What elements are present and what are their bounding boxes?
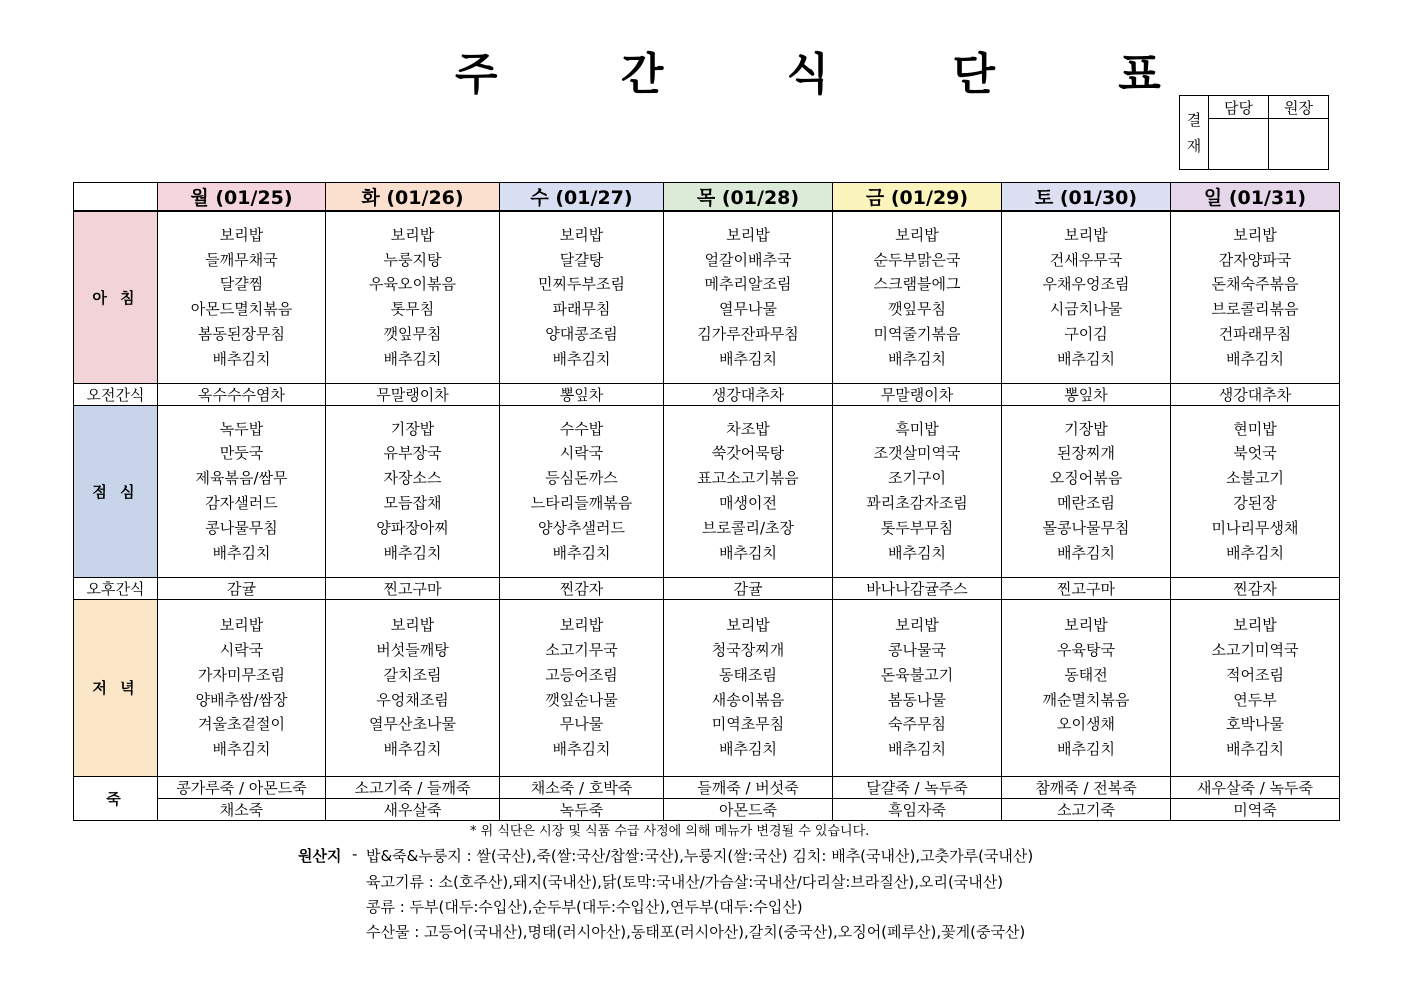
porridge-row-2 [74,798,1340,820]
lunch-menu-cell [158,405,326,577]
menu-item: 양상추샐러드 [538,518,625,537]
menu-item: 배추김치 [1226,349,1284,368]
menu-item: 호박나물 [1226,715,1284,734]
lunch-menu-cell [664,405,833,577]
pm-snack-row [74,577,1340,599]
menu-item: 등심돈까스 [545,469,618,488]
menu-item: 보리밥 [559,225,604,244]
approval-director-header: 원장 [1269,96,1329,119]
lunch-menu-cell [833,405,1002,577]
menu-item: 자장소스 [383,469,442,488]
menu-item: 아몬드멸치볶음 [190,300,293,319]
dinner-row [74,599,1340,776]
origin-line-beans: 콩류 : 두부(대두:수입산),순두부(대두:수입산),연두부(대두:수입산) [366,898,803,916]
menu-item: 매생이전 [719,494,777,512]
menu-change-note: * 위 식단은 시장 및 식품 수급 사정에 의해 메뉴가 변경될 수 있습니다. [470,824,870,839]
menu-item: 보리밥 [726,225,770,244]
lunch-menu-cell [1002,405,1171,577]
menu-item: 열무산초나물 [369,715,456,734]
menu-item: 미나리무생채 [1211,518,1299,537]
menu-item: 갈치조림 [383,665,442,684]
menu-item: 배추김치 [719,349,777,368]
porridge-cell: 미역죽 [1171,798,1340,820]
pm-snack-cell: 찐감자 [1171,577,1340,599]
menu-item: 강된장 [1233,494,1277,512]
day-header-tue: 화 (01/26) [326,183,500,212]
dinner-menu-cell [833,599,1002,776]
origin-line-seafood: 수산물 : 고등어(국내산),명태(러시아산),동태포(러시아산),갈치(중국산),오징어(페루산),꽃게(중국산) [366,923,1026,941]
menu-item: 깨순멸치볶음 [1042,690,1130,709]
menu-item: 보리밥 [219,616,264,635]
menu-item: 미역초무침 [711,715,785,734]
dinner-menu-cell [500,599,664,776]
menu-item: 보리밥 [390,616,435,635]
menu-item: 달걀탕 [559,250,604,269]
menu-item: 열무나물 [719,300,777,319]
menu-item: 김가루잔파무침 [697,325,799,344]
menu-item: 꽈리초감자조림 [866,494,968,512]
menu-item: 순두부맑은국 [873,250,961,269]
am-snack-cell: 생강대추차 [664,383,833,405]
menu-item: 차조밥 [726,419,770,438]
menu-item: 고등어조림 [545,665,618,684]
breakfast-menu-cell [1002,211,1171,383]
origin-dash: - [352,845,358,863]
menu-item: 배추김치 [552,543,611,562]
menu-item: 얼갈이배추국 [704,250,792,269]
menu-item: 배추김치 [888,740,946,759]
pm-snack-cell: 바나나감귤주스 [833,577,1002,599]
menu-item: 배추김치 [212,740,271,759]
menu-item: 몰콩나물무침 [1042,518,1130,537]
porridge-label: 죽 [74,776,158,820]
lunch-row [74,405,1340,577]
menu-item: 양배추쌈/쌈장 [195,690,288,709]
menu-item: 보리밥 [1064,225,1108,244]
dinner-menu-cell [158,599,326,776]
day-header-sat: 토 (01/30) [1002,183,1171,212]
origin-line-rice: 밥&죽&누룽지 : 쌀(국산),죽(쌀:국산/찹쌀:국산),누룽지(쌀:국산) 김치: 배추(국내산),고춧가루(국내산) [366,847,1034,865]
lunch-menu-cell [500,405,664,577]
menu-item: 시금치나물 [1049,300,1123,319]
menu-item: 달걀찜 [219,275,264,294]
menu-item: 보리밥 [559,616,604,635]
menu-item: 우육오이볶음 [369,275,456,294]
porridge-cell: 채소죽 / 호박죽 [500,776,664,798]
menu-item: 소불고기 [1226,469,1284,488]
menu-item: 가자미무조림 [198,665,285,684]
menu-item: 배추김치 [212,543,271,562]
menu-item: 기장밥 [390,419,435,438]
menu-item: 기장밥 [1064,419,1108,438]
menu-item: 시락국 [219,640,264,659]
menu-item: 메추리알조림 [704,275,792,294]
menu-item: 표고소고기볶음 [697,469,799,488]
menu-item: 청국장찌개 [711,640,785,659]
menu-item: 보리밥 [1233,616,1277,635]
origin-label: 원산지 [298,847,342,865]
menu-item: 동태조림 [719,665,777,684]
dinner-label: 저 녁 [74,599,158,776]
menu-item: 오징어볶음 [1049,469,1123,488]
menu-item: 겨울초겉절이 [198,715,285,734]
menu-item: 양대콩조림 [545,325,618,344]
origin-line-meat: 육고기류 : 소(호주산),돼지(국내산),닭(토막:국내산/가슴살:국내산/다리살:브라질산),오리(국내산) [366,873,1004,891]
porridge-cell: 녹두죽 [500,798,664,820]
porridge-cell: 새우살죽 / 녹두죽 [1171,776,1340,798]
dinner-menu-cell [664,599,833,776]
pm-snack-label: 오후간식 [74,577,158,599]
menu-item: 녹두밥 [219,419,264,438]
am-snack-cell: 무말랭이차 [326,383,500,405]
am-snack-cell: 무말랭이차 [833,383,1002,405]
menu-item: 배추김치 [888,543,946,562]
approval-manager-header: 담당 [1209,96,1269,119]
breakfast-menu-cell [664,211,833,383]
day-header-fri: 금 (01/29) [833,183,1002,212]
menu-item: 봄동나물 [888,690,946,709]
porridge-cell: 참깨죽 / 전복죽 [1002,776,1171,798]
menu-item: 오이생채 [1057,715,1115,734]
menu-item: 배추김치 [383,543,442,562]
menu-item: 제육볶음/쌈무 [195,469,288,488]
menu-item: 수수밥 [559,419,604,438]
menu-item: 톳무침 [390,300,435,319]
pm-snack-cell: 감귤 [664,577,833,599]
menu-item: 깻잎무침 [888,300,946,319]
porridge-cell: 아몬드죽 [664,798,833,820]
lunch-menu-cell [1171,405,1340,577]
menu-item: 누룽지탕 [383,250,442,269]
menu-item: 봄동된장무침 [198,325,285,344]
breakfast-row [74,211,1340,383]
menu-item: 보리밥 [895,616,939,635]
menu-item: 브로콜리볶음 [1211,300,1299,319]
breakfast-menu-cell [500,211,664,383]
am-snack-cell: 옥수수수염차 [158,383,326,405]
porridge-cell: 채소죽 [158,798,326,820]
menu-item: 조갯살미역국 [873,444,961,463]
menu-item: 보리밥 [1233,225,1277,244]
menu-item: 브로콜리/초장 [702,518,794,537]
menu-item: 미역줄기볶음 [873,325,961,344]
menu-item: 배추김치 [1226,740,1284,759]
weekly-menu-table [73,182,1340,821]
day-header-mon: 월 (01/25) [158,183,326,212]
porridge-cell: 달걀죽 / 녹두죽 [833,776,1002,798]
breakfast-menu-cell [833,211,1002,383]
menu-item: 보리밥 [1064,616,1108,635]
day-header-wed: 수 (01/27) [500,183,664,212]
approval-box [1179,95,1329,170]
menu-item: 보리밥 [726,616,770,635]
corner-cell [74,183,158,212]
menu-item: 배추김치 [383,349,442,368]
menu-item: 돈육불고기 [880,665,954,684]
breakfast-menu-cell [1171,211,1340,383]
breakfast-label: 아 침 [74,211,158,383]
pm-snack-cell: 감귤 [158,577,326,599]
menu-item: 톳두부무침 [880,518,954,537]
am-snack-cell: 뽕잎차 [1002,383,1171,405]
menu-item: 깻잎순나물 [545,690,618,709]
menu-item: 소고기무국 [545,640,618,659]
dinner-menu-cell [1171,599,1340,776]
am-snack-label: 오전간식 [74,383,158,405]
menu-item: 현미밥 [1233,419,1277,438]
am-snack-cell: 생강대추차 [1171,383,1340,405]
porridge-row-1 [74,776,1340,798]
menu-item: 보리밥 [219,225,264,244]
menu-item: 배추김치 [888,349,946,368]
am-snack-cell: 뽕잎차 [500,383,664,405]
menu-item: 쑥갓어묵탕 [711,444,785,463]
menu-item: 스크램블에그 [873,275,961,294]
approval-manager-signature [1209,119,1269,170]
menu-item: 배추김치 [383,740,442,759]
am-snack-row [74,383,1340,405]
menu-item: 민찌두부조림 [538,275,625,294]
menu-item: 콩나물무침 [205,518,278,537]
porridge-cell: 소고기죽 / 들깨죽 [326,776,500,798]
menu-item: 배추김치 [719,740,777,759]
menu-item: 우엉채조림 [376,690,449,709]
menu-item: 들깨무채국 [205,250,278,269]
menu-item: 돈채숙주볶음 [1211,275,1299,294]
menu-item: 숙주무침 [888,715,946,734]
day-header-row [74,183,1340,212]
menu-item: 만둣국 [219,444,264,463]
approval-director-signature [1269,119,1329,170]
lunch-menu-cell [326,405,500,577]
porridge-cell: 소고기죽 [1002,798,1171,820]
menu-item: 느타리들깨볶음 [530,494,633,512]
menu-item: 무나물 [559,715,604,734]
menu-item: 보리밥 [390,225,435,244]
pm-snack-cell: 찐감자 [500,577,664,599]
menu-item: 배추김치 [552,740,611,759]
menu-item: 콩나물국 [888,640,946,659]
menu-item: 배추김치 [212,349,271,368]
menu-item: 배추김치 [1057,543,1115,562]
menu-item: 파래무침 [552,300,611,319]
menu-item: 우육탕국 [1057,640,1115,659]
breakfast-menu-cell [158,211,326,383]
menu-item: 우채우엉조림 [1042,275,1130,294]
pm-snack-cell: 찐고구마 [1002,577,1171,599]
porridge-cell: 흑임자죽 [833,798,1002,820]
menu-item: 흑미밥 [895,419,939,438]
porridge-cell: 들깨죽 / 버섯죽 [664,776,833,798]
menu-item: 북엇국 [1233,444,1277,463]
dinner-menu-cell [1002,599,1171,776]
porridge-cell: 콩가루죽 / 아몬드죽 [158,776,326,798]
menu-item: 양파장아찌 [376,518,449,537]
menu-item: 건새우무국 [1049,250,1123,269]
day-header-sun: 일 (01/31) [1171,183,1340,212]
menu-item: 적어조림 [1226,665,1284,684]
approval-label: 결 재 [1180,96,1209,170]
menu-item: 감자양파국 [1218,250,1292,269]
pm-snack-cell: 찐고구마 [326,577,500,599]
menu-item: 배추김치 [1057,349,1115,368]
menu-item: 유부장국 [383,444,442,463]
dinner-menu-cell [326,599,500,776]
day-header-thu: 목 (01/28) [664,183,833,212]
menu-item: 배추김치 [1226,543,1284,562]
menu-item: 버섯들깨탕 [376,640,449,659]
menu-item: 건파래무침 [1218,325,1292,344]
menu-item: 모듬잡채 [383,494,442,512]
menu-item: 소고기미역국 [1211,640,1299,659]
menu-item: 된장찌개 [1057,444,1115,463]
menu-item: 새송이볶음 [711,690,785,709]
porridge-cell: 새우살죽 [326,798,500,820]
menu-item: 메란조림 [1057,494,1115,512]
menu-item: 구이김 [1064,325,1108,344]
menu-item: 조기구이 [888,469,946,488]
menu-item: 감자샐러드 [205,494,278,512]
menu-item: 깻잎무침 [383,325,442,344]
menu-item: 연두부 [1233,690,1277,709]
page-title: 주 간 식 단 표 [455,49,1215,100]
menu-item: 시락국 [559,444,604,463]
menu-item: 보리밥 [895,225,939,244]
lunch-label: 점 심 [74,405,158,577]
menu-item: 배추김치 [719,543,777,562]
menu-item: 동태전 [1064,665,1108,684]
breakfast-menu-cell [326,211,500,383]
menu-item: 배추김치 [1057,740,1115,759]
menu-item: 배추김치 [552,349,611,368]
